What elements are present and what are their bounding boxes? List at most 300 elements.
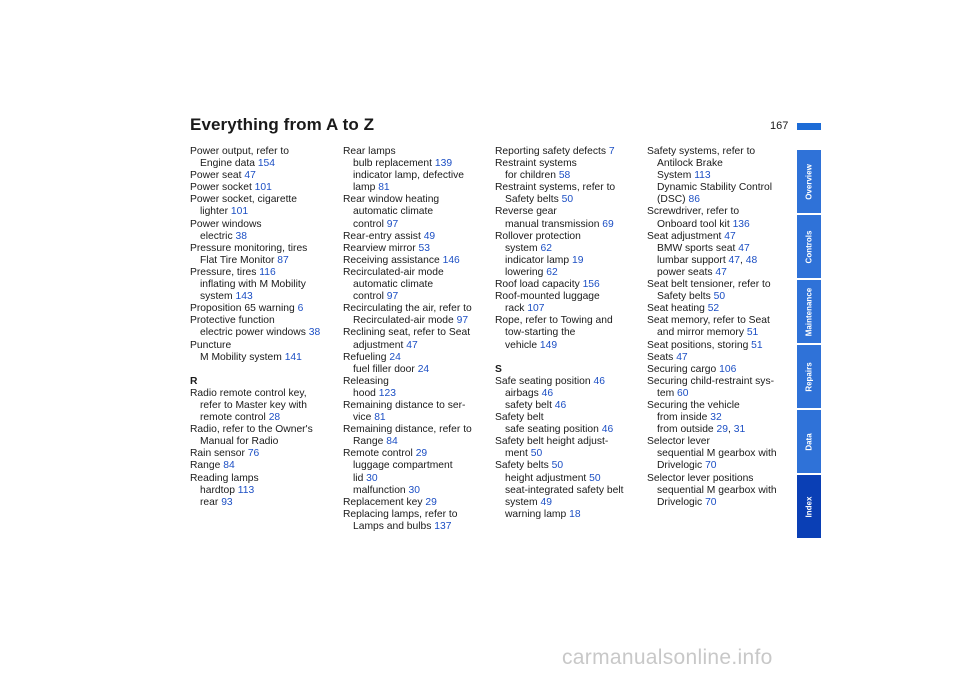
entry-text: Seat heating — [647, 303, 708, 315]
entry-text: electric — [200, 230, 236, 242]
index-entry — [647, 279, 797, 291]
index-entry — [647, 206, 797, 218]
index-entry — [343, 400, 493, 412]
page-link[interactable]: 51 — [751, 339, 763, 351]
page-link[interactable]: 46 — [601, 424, 614, 436]
entry-text: Recirculated-air mode — [343, 266, 444, 278]
page-link[interactable]: 69 — [602, 218, 614, 230]
page-link[interactable]: 116 — [259, 266, 276, 278]
entry-text: Antilock Brake — [657, 158, 723, 170]
entry-text: rear — [200, 496, 222, 508]
tab-data[interactable] — [797, 410, 821, 473]
index-entry — [343, 448, 493, 460]
entry-text: height adjustment — [505, 472, 590, 484]
page-link[interactable]: 38 — [308, 327, 321, 339]
entry-text: Safety belt height adjust- — [495, 436, 609, 448]
entry-text: Reverse gear — [495, 206, 557, 218]
page-link[interactable]: 53 — [418, 242, 430, 254]
entry-text: Pressure monitoring, tires — [190, 242, 308, 254]
section-letter — [190, 376, 340, 388]
page-link[interactable]: 86 — [688, 194, 700, 206]
entry-text: control — [353, 291, 387, 303]
page-link[interactable]: 101 — [230, 206, 249, 218]
page-link[interactable]: 50 — [713, 291, 726, 303]
index-entry — [343, 303, 493, 315]
index-entry — [495, 158, 645, 170]
index-entry — [190, 291, 340, 303]
tab-label: Overview — [804, 163, 814, 200]
index-entry — [190, 219, 340, 231]
page-link[interactable]: 47 — [738, 242, 750, 254]
page-link[interactable]: 47 — [724, 230, 736, 242]
entry-text: Rain sensor — [190, 448, 248, 460]
index-entry — [495, 219, 645, 231]
page-link[interactable]: 107 — [527, 303, 545, 315]
section-gap — [190, 364, 340, 376]
entry-text: Proposition 65 warning — [190, 303, 298, 315]
entry-text: automatic climate — [353, 206, 434, 218]
page-title: Everything from A to Z — [190, 115, 375, 134]
entry-text: Safety belt — [495, 412, 544, 424]
index-entry — [190, 460, 340, 472]
entry-text: system — [200, 291, 236, 303]
index-entry — [343, 146, 493, 158]
entry-text: Safety belts — [657, 291, 714, 303]
tab-overview[interactable] — [797, 150, 821, 213]
index-entry — [495, 485, 645, 497]
entry-text: luggage compartment — [353, 460, 453, 472]
entry-text: Roof load capacity — [495, 279, 583, 291]
page-link[interactable]: 76 — [247, 448, 260, 460]
entry-text: Puncture — [190, 339, 232, 351]
entry-text: from inside — [657, 412, 711, 424]
index-entry — [190, 206, 340, 218]
index-entry — [495, 315, 645, 327]
index-entry — [343, 267, 493, 279]
entry-text: lighter — [200, 206, 231, 218]
index-entry — [343, 376, 493, 388]
index-entry — [190, 473, 340, 485]
entry-text: Seat positions, storing — [647, 339, 752, 351]
entry-text: adjustment — [353, 339, 407, 351]
entry-text: Safety belts — [495, 460, 552, 472]
entry-text: Seat memory, refer to Seat — [647, 315, 770, 327]
index-entry — [343, 206, 493, 218]
entry-text: Screwdriver, refer to — [647, 206, 740, 218]
index-entry — [190, 448, 340, 460]
index-entry — [495, 340, 645, 352]
page-link[interactable]: 84 — [386, 436, 398, 448]
section-gap — [495, 352, 645, 364]
page-link[interactable]: 47 — [676, 351, 688, 363]
page-link[interactable]: 106 — [719, 363, 737, 375]
index-entry — [190, 485, 340, 497]
page-link[interactable]: 58 — [558, 170, 571, 182]
page-link[interactable]: 48 — [745, 254, 758, 266]
page-link[interactable]: 32 — [710, 412, 722, 424]
entry-text: refer to Master key with — [200, 399, 308, 411]
index-entry — [495, 509, 645, 521]
tab-maintenance[interactable] — [797, 280, 821, 343]
page-link[interactable]: 156 — [582, 279, 600, 291]
page-link[interactable]: 49 — [540, 496, 552, 508]
index-entry — [343, 497, 493, 509]
page-link[interactable]: 146 — [442, 254, 460, 266]
page-link[interactable]: 51 — [746, 327, 759, 339]
entry-text: Releasing — [343, 375, 389, 387]
page-link[interactable]: 29 — [415, 448, 428, 460]
index-entry — [495, 424, 645, 436]
page-number: 167 — [770, 120, 789, 132]
index-entry — [343, 388, 493, 400]
page-link[interactable]: 143 — [235, 291, 253, 303]
entry-text: electric power windows — [200, 327, 309, 339]
index-entry — [190, 182, 340, 194]
page-link[interactable]: 38 — [235, 230, 247, 242]
entry-text: hood — [353, 387, 379, 399]
page-link[interactable]: 101 — [254, 182, 272, 194]
index-entry — [343, 194, 493, 206]
section-letter — [495, 364, 645, 376]
entry-text: remote control — [200, 412, 269, 424]
index-entry — [647, 219, 797, 231]
entry-text: Securing cargo — [647, 363, 720, 375]
entry-text: hardtop — [200, 484, 238, 496]
page-link[interactable]: 50 — [561, 194, 574, 206]
index-entry — [190, 412, 340, 424]
entry-text: warning lamp — [505, 508, 570, 520]
index-entry — [495, 146, 645, 158]
page-link[interactable]: 113 — [694, 170, 711, 182]
index-entry — [343, 327, 493, 339]
index-entry — [190, 424, 340, 436]
page-link[interactable]: 47 — [406, 339, 418, 351]
page-link[interactable]: 113 — [237, 484, 255, 496]
index-entry — [495, 194, 645, 206]
entry-text: Engine data — [200, 158, 258, 170]
entry-text: Drivelogic — [657, 460, 706, 472]
entry-text: system — [505, 496, 541, 508]
index-entry — [647, 303, 797, 315]
entry-text: vehicle — [505, 339, 540, 351]
tab-label: Data — [804, 432, 814, 451]
entry-text: Rollover protection — [495, 230, 581, 242]
index-entry — [647, 412, 797, 424]
entry-text: Safe seating position — [495, 375, 594, 387]
tab-label: Repairs — [804, 361, 814, 392]
entry-text: fuel filler door — [353, 363, 418, 375]
index-entry — [647, 448, 797, 460]
page-link[interactable]: 46 — [541, 387, 554, 399]
page-link[interactable]: 18 — [569, 508, 581, 520]
index-entry — [343, 521, 493, 533]
page-link[interactable]: 47 — [728, 254, 741, 266]
page-link[interactable]: 49 — [423, 230, 436, 242]
index-column-2 — [343, 146, 493, 533]
page-link[interactable]: 30 — [366, 472, 378, 484]
entry-text: lid — [353, 472, 367, 484]
page-link[interactable]: 46 — [554, 399, 567, 411]
index-entry — [190, 146, 340, 158]
page-link[interactable]: 7 — [608, 146, 615, 157]
entry-text: power seats — [657, 266, 716, 278]
index-entry — [190, 267, 340, 279]
entry-text: Safety belts — [505, 194, 562, 206]
page-link[interactable]: 28 — [268, 412, 281, 424]
entry-text: control — [353, 218, 387, 230]
index-entry — [647, 146, 797, 158]
index-entry — [495, 436, 645, 448]
page-link[interactable]: 24 — [417, 363, 430, 375]
index-entry — [190, 255, 340, 267]
page-link[interactable]: 97 — [456, 315, 469, 327]
entry-text: M Mobility system — [200, 351, 285, 363]
index-entry — [190, 243, 340, 255]
index-entry — [343, 315, 493, 327]
tab-index[interactable] — [797, 475, 821, 538]
entry-text: BMW sports seat — [657, 242, 739, 254]
index-entry — [343, 424, 493, 436]
page-link[interactable]: 149 — [539, 339, 558, 351]
index-entry — [343, 219, 493, 231]
index-entry — [190, 194, 340, 206]
index-entry — [647, 364, 797, 376]
page-link[interactable]: 62 — [540, 242, 552, 254]
page-link[interactable]: 60 — [677, 387, 689, 399]
index-entry — [495, 170, 645, 182]
entry-text: Replacing lamps, refer to — [343, 508, 458, 520]
entry-text: malfunction — [353, 484, 409, 496]
page-link[interactable]: 52 — [707, 303, 720, 315]
index-entry — [495, 303, 645, 315]
entry-text: Rearview mirror — [343, 242, 419, 254]
page-link[interactable]: 30 — [408, 484, 420, 496]
page-link[interactable]: 81 — [374, 412, 386, 424]
index-entry — [495, 448, 645, 460]
tab-repairs[interactable] — [797, 345, 821, 408]
entry-text: safety belt — [505, 399, 555, 411]
index-entry — [343, 412, 493, 424]
entry-text: Protective function — [190, 315, 275, 327]
entry-text: Rear window heating — [343, 194, 440, 206]
tab-label: Index — [804, 496, 814, 517]
entry-text: Restraint systems — [495, 158, 577, 170]
page-link[interactable]: 47 — [244, 170, 256, 182]
page-link[interactable]: 136 — [732, 218, 750, 230]
index-entry — [647, 436, 797, 448]
index-entry — [343, 182, 493, 194]
page-link[interactable]: 97 — [386, 291, 399, 303]
entry-text: from outside — [657, 424, 717, 436]
page-link[interactable]: 46 — [593, 375, 605, 387]
page-link[interactable]: 137 — [434, 520, 452, 532]
index-entry — [190, 170, 340, 182]
entry-text: Range — [353, 436, 387, 448]
index-entry — [190, 327, 340, 339]
index-entry — [190, 388, 340, 400]
entry-text: system — [505, 242, 541, 254]
index-entry — [647, 267, 797, 279]
entry-text: Seat adjustment — [647, 230, 725, 242]
entry-text: Power socket, cigarette — [190, 194, 298, 206]
index-entry — [190, 400, 340, 412]
entry-text: indicator lamp, defective — [353, 170, 465, 182]
page-link[interactable]: 50 — [530, 448, 543, 460]
page-link[interactable]: 47 — [715, 266, 727, 278]
page-link[interactable]: 70 — [705, 496, 717, 508]
entry-text: Flat Tire Monitor — [200, 254, 278, 266]
page-link[interactable]: 31 — [733, 424, 746, 436]
index-column-1 — [190, 146, 340, 509]
entry-text: Securing child-restraint sys- — [647, 375, 775, 387]
index-entry — [343, 364, 493, 376]
page-link[interactable]: 123 — [378, 387, 396, 399]
entry-text: ment — [505, 448, 531, 460]
index-entry — [343, 243, 493, 255]
page-link[interactable]: 97 — [386, 218, 399, 230]
page-link[interactable]: 84 — [223, 460, 235, 472]
entry-text: Onboard tool kit — [657, 218, 733, 230]
entry-text: sequential M gearbox with — [657, 448, 777, 460]
index-entry: lumbar support 47, 48 — [657, 254, 758, 266]
entry-text: automatic climate — [353, 279, 434, 291]
entry-text: vice — [353, 412, 375, 424]
page-link[interactable]: 62 — [546, 266, 558, 278]
entry-text: airbags — [505, 387, 542, 399]
entry-text: sequential M gearbox with — [657, 484, 777, 496]
entry-text: Rear lamps — [343, 146, 396, 157]
entry-text: S — [495, 363, 502, 375]
index-entry — [647, 473, 797, 485]
index-entry — [495, 473, 645, 485]
index-entry — [190, 352, 340, 364]
index-entry — [647, 182, 797, 194]
entry-text: Replacement key — [343, 496, 426, 508]
entry-text: tow-starting the — [505, 327, 576, 339]
index-entry — [647, 231, 797, 243]
entry-text: Refueling — [343, 351, 390, 363]
page-link[interactable]: 70 — [705, 460, 717, 472]
entry-text: Reading lamps — [190, 472, 259, 484]
index-entry — [495, 255, 645, 267]
index-column-3 — [495, 146, 645, 521]
entry-text: Reclining seat, refer to Seat — [343, 327, 471, 339]
entry-text: Power socket — [190, 182, 255, 194]
index-entry — [190, 497, 340, 509]
index-entry — [647, 376, 797, 388]
index-entry — [647, 158, 797, 170]
entry-text: Recirculated-air mode — [353, 315, 457, 327]
entry-text: Remote control — [343, 448, 416, 460]
index-entry — [343, 509, 493, 521]
entry-text: Radio remote control key, — [190, 387, 307, 399]
tab-controls[interactable] — [797, 215, 821, 278]
index-entry — [343, 460, 493, 472]
index-entry — [343, 473, 493, 485]
entry-text: lumbar support — [657, 254, 729, 266]
entry-text: Manual for Radio — [200, 436, 279, 448]
entry-text: Receiving assistance — [343, 254, 443, 266]
entry-text: inflating with M Mobility — [200, 279, 306, 291]
entry-text: Range — [190, 460, 224, 472]
index-entry — [495, 376, 645, 388]
index-entry — [495, 388, 645, 400]
page-link[interactable]: 154 — [257, 158, 276, 170]
entry-text: Remaining distance, refer to — [343, 424, 472, 436]
entry-text: Seats — [647, 351, 677, 363]
index-entry — [343, 485, 493, 497]
index-entry — [647, 170, 797, 182]
tab-label: Controls — [804, 230, 814, 263]
index-entry — [647, 243, 797, 255]
index-entry — [647, 340, 797, 352]
entry-text: Safety systems, refer to — [647, 146, 756, 157]
index-entry — [343, 291, 493, 303]
entry-text: bulb replacement — [353, 158, 435, 170]
entry-text: Selector lever positions — [647, 472, 754, 484]
page-link[interactable]: 19 — [571, 254, 584, 266]
index-entry — [647, 485, 797, 497]
entry-text: manual transmission — [505, 218, 603, 230]
page-link[interactable]: 6 — [297, 303, 304, 315]
entry-text: Selector lever — [647, 436, 710, 448]
page-link[interactable]: 141 — [284, 351, 302, 363]
index-entry — [647, 315, 797, 327]
index-entry — [495, 291, 645, 303]
entry-text: Pressure, tires — [190, 266, 260, 278]
index-entry — [190, 340, 340, 352]
page-link[interactable]: 87 — [277, 254, 289, 266]
entry-text: Rear-entry assist — [343, 230, 424, 242]
entry-text: tem — [657, 387, 678, 399]
entry-text: lowering — [505, 266, 547, 278]
entry-text: Roof-mounted luggage — [495, 291, 600, 303]
page-link[interactable]: 81 — [378, 182, 390, 194]
index-entry — [647, 497, 797, 509]
page-link[interactable]: 139 — [434, 158, 453, 170]
index-entry — [495, 243, 645, 255]
page-link[interactable]: 50 — [551, 460, 564, 472]
entry-text: rack — [505, 303, 528, 315]
index-entry — [495, 327, 645, 339]
index-entry — [495, 497, 645, 509]
index-entry — [647, 400, 797, 412]
entry-text: and mirror memory — [657, 327, 747, 339]
index-entry — [190, 436, 340, 448]
entry-text: Dynamic Stability Control — [657, 182, 773, 194]
index-entry — [495, 279, 645, 291]
page-link[interactable]: 50 — [589, 472, 601, 484]
page-link[interactable]: 24 — [389, 351, 401, 363]
index-entry — [495, 206, 645, 218]
page-link[interactable]: 93 — [221, 496, 233, 508]
index-entry — [343, 436, 493, 448]
index-entry — [495, 460, 645, 472]
index-entry — [343, 255, 493, 267]
entry-text: Power output, refer to — [190, 146, 290, 157]
entry-text: for children — [505, 170, 559, 182]
index-entry — [343, 158, 493, 170]
entry-text: Remaining distance to ser- — [343, 399, 466, 411]
index-entry: from outside 29, 31 — [657, 424, 746, 436]
entry-text: Lamps and bulbs — [353, 520, 435, 532]
index-entry — [190, 231, 340, 243]
page-link[interactable]: 29 — [716, 424, 728, 436]
page-link[interactable]: 29 — [425, 496, 437, 508]
index-entry — [647, 460, 797, 472]
index-entry — [343, 352, 493, 364]
entry-text: seat-integrated safety belt — [505, 484, 624, 496]
